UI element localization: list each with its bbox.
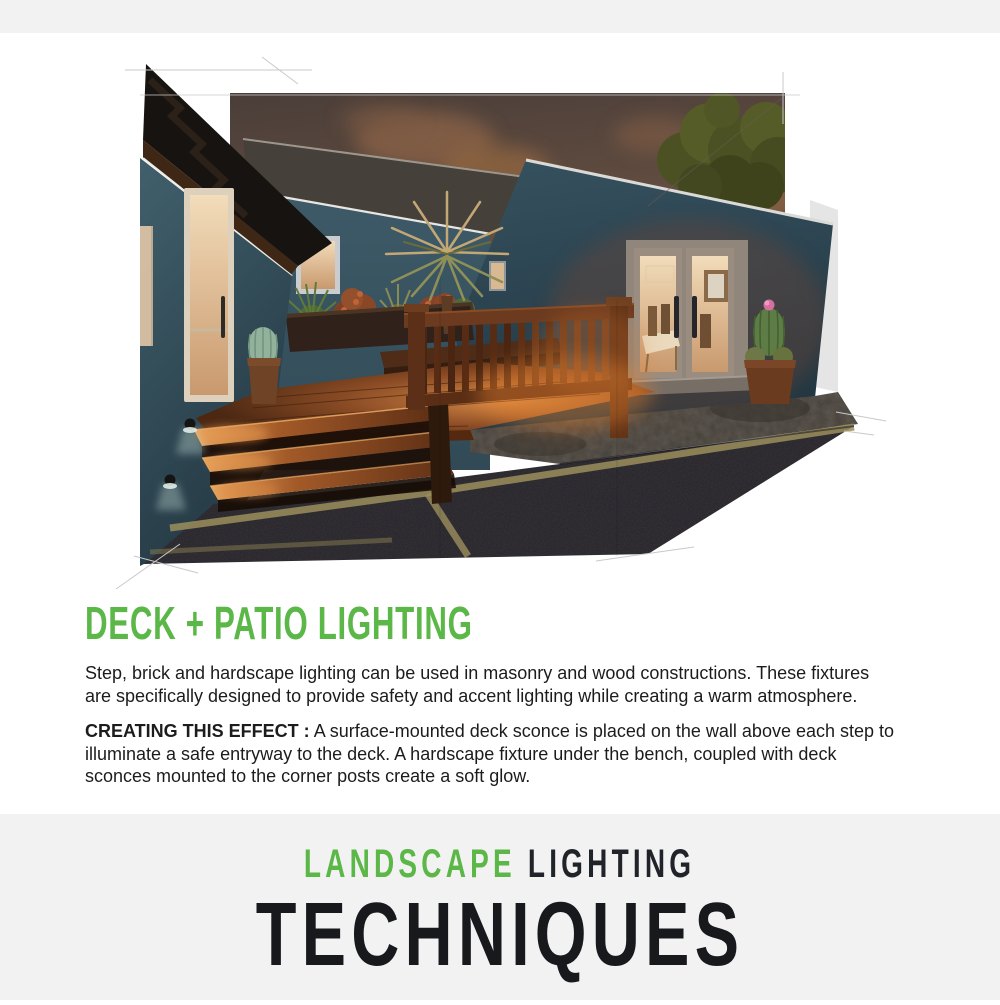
brand-name-primary: LANDSCAPE [304, 842, 517, 886]
brand-line [0, 844, 1000, 884]
brand-name-secondary: LIGHTING [528, 842, 696, 886]
series-title: TECHNIQUES [255, 885, 745, 985]
footer-banner [0, 814, 1000, 1000]
series-title-line [0, 885, 1000, 985]
section-heading: DECK + PATIO LIGHTING [85, 597, 473, 649]
scene-cactus-left [247, 327, 281, 404]
effect-paragraph [85, 720, 900, 788]
effect-label: CREATING THIS EFFECT : [85, 721, 310, 741]
small-lit-window [490, 262, 505, 290]
rail-post [408, 310, 425, 410]
door-handle [221, 296, 225, 338]
body-paragraph: Step, brick and hardscape lighting can be used in masonry and wood constructions. These fixtures are specifically designed to provide safety and accent lighting while creating a warm atmosphere. [85, 663, 870, 706]
lit-glass-door [184, 188, 234, 402]
effect-text: A surface-mounted deck sconce is placed on the wall above each step to illuminate a safe entryway to the deck. A hardscape fixture under the bench, coupled with deck sconces mounted to the corner posts create a soft glow. [85, 721, 895, 786]
article-section [85, 597, 915, 788]
window-sliver [140, 226, 152, 346]
door-handle [692, 296, 697, 338]
door-handle [674, 296, 679, 338]
